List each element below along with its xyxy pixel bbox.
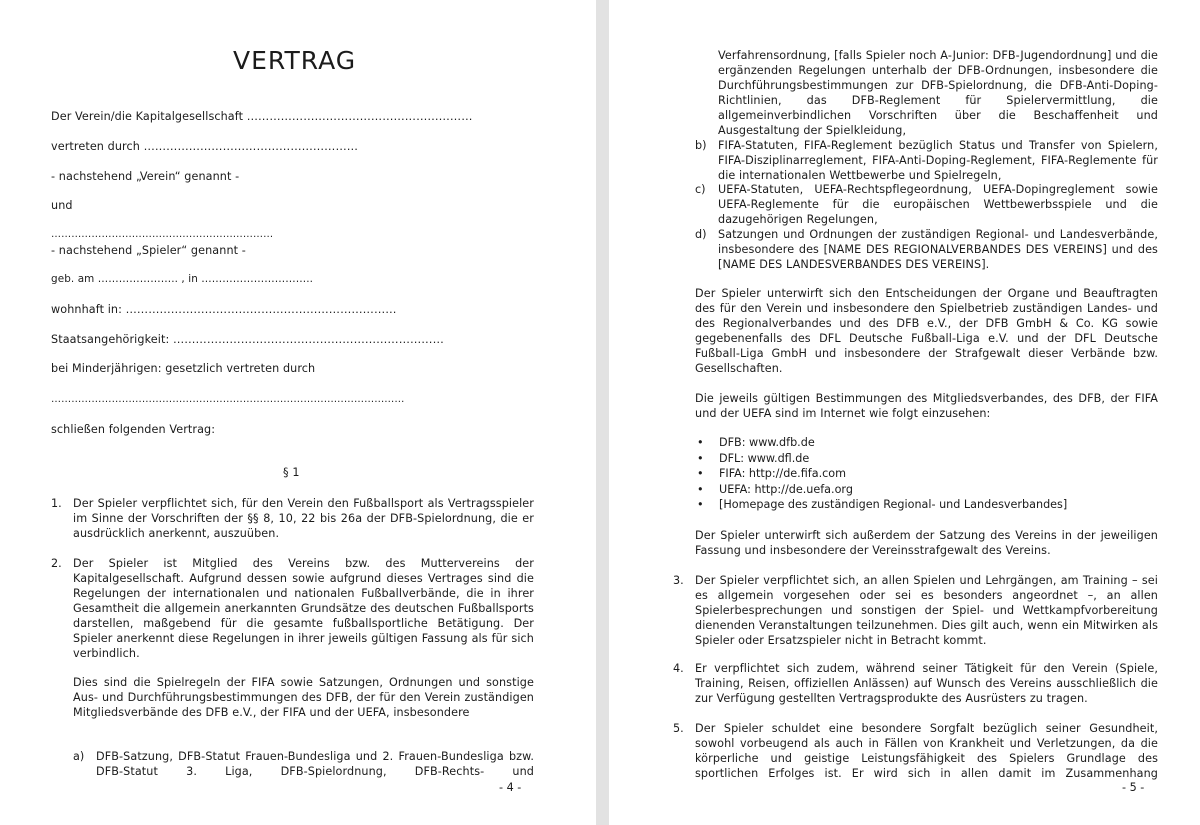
nationality-field: Staatsangehörigkeit: ……………………………………………………………… [51, 333, 444, 346]
links-list [697, 435, 1067, 513]
guardian-field: …………………………………………………………………………………………… [51, 394, 405, 405]
item-4-text: Er verpflichtet sich zudem, während seiner Tätigkeit für den Verein (Spiele, Training, Reisen, offiziellen Anlässen) auf Wunsch des Vereins ausschließlich die zur Verfügung gestellten Vertragsprodukte des Ausrüsters zu tragen. [695, 662, 1158, 705]
represented-by-field: vertreten durch ………………………………………………… [51, 140, 359, 153]
page-number-5: - 5 - [1122, 781, 1145, 794]
club-designation: - nachstehend „Verein“ genannt - [51, 170, 240, 183]
list-item: • UEFA: http://de.uefa.org [697, 482, 1067, 498]
document-title: VERTRAG [233, 46, 357, 75]
sub-b-text: FIFA-Statuten, FIFA-Reglement bezüglich Status und Transfer von Spielern, FIFA-Disziplinarreglement, FIFA-Anti-Doping-Reglement, FIFA-Reglemente für die internationalen Wettbewerbe und Spielregeln, [718, 139, 1158, 182]
player-name-field: ………………………………………………………… [51, 229, 274, 240]
item-1-text: Der Spieler verpflichtet sich, für den Verein den Fußballsport als Vertragsspieler im Sinne der Vorschriften der §§ 8, 10, 22 bis 26a der DFB-Spielordnung, die er ausdrücklich anerkennt, auszuüben. [73, 497, 534, 540]
list-item: • DFB: www.dfb.de [697, 435, 1067, 451]
item-1-number: 1. [51, 497, 62, 510]
sub-c-label: c) [695, 183, 706, 196]
sub-d-label: d) [695, 228, 707, 241]
sub-d-text: Satzungen und Ordnungen der zuständigen Regional- und Landesverbände, insbesondere des [NAME DES REGIONALVERBANDES DES VEREINS] und des [NAME DES LANDESVERBANDES DES VEREINS]. [718, 228, 1158, 271]
item-2-text: Der Spieler ist Mitglied des Vereins bzw. des Muttervereins der Kapitalgesellschaft. Aufgrund dessen sowie aufgrund dieses Vertrages sind die Regelungen der internationalen und nationalen Fußballverbände, die in ihrer Gesamtheit die allgemein anerkannten Grundsätze des deutschen Fußballsports darstellen, maßgebend für die gesamte fußballsportliche Betätigung. Der Spieler anerkennt diese Regelungen in ihrer jeweils gültigen Fassung als für sich verbindlich. [73, 557, 534, 660]
document-page-5 [609, 0, 1200, 825]
item-5-text: Der Spieler schuldet eine besondere Sorgfalt bezüglich seiner Gesundheit, sowohl vorbeugend als auch in Fällen von Krankheit und Verletzungen, da die körperliche und geistige Leistungsfähigkeit des Spielers Grundlage des sportlichen Erfolges ist. Er wird sich in allen damit im Zusammenhang [695, 722, 1158, 780]
sub-b-label: b) [695, 139, 707, 152]
sub-c-text: UEFA-Statuten, UEFA-Rechtspflegeordnung, UEFA-Dopingreglement sowie UEFA-Reglemente für die europäischen Wettbewerbsspiele und die dazugehörigen Regelungen, [718, 183, 1158, 226]
internet-paragraph: Die jeweils gültigen Bestimmungen des Mitgliedsverbandes, des DFB, der FIFA und der UEFA sind im Internet wie folgt einzusehen: [695, 392, 1158, 420]
sub-a-text: DFB-Satzung, DFB-Statut Frauen-Bundesliga und 2. Frauen-Bundesliga bzw. DFB-Statut 3. Liga, DFB-Spielordnung, DFB-Rechts- und [96, 750, 534, 778]
submission-paragraph: Der Spieler unterwirft sich den Entscheidungen der Organe und Beauftragten des für den Verein und insbesondere den Spielbetrieb zuständigen Landes- und des Regionalverbandes und des DFB e.V., der DFB GmbH & Co. KG sowie gegebenenfalls des DFL Deutsche Fußball-Liga e.V. und der DFL Deutsche Fußball-Liga GmbH und insbesondere der Strafgewalt dieser Verbände bzw. Gesellschaften. [695, 287, 1158, 375]
sub-a-continued: Verfahrensordnung, [falls Spieler noch A-Junior: DFB-Jugendordnung] und die ergänzenden Regelungen unterhalb der DFB-Ordnungen, insbesondere die Durchführungsbestimmungen zur DFB-Spielordnung, die DFB-Anti-Doping-Richtlinien, das DFB-Reglement für Spielervermittlung, die allgemeinverbindlichen Vorschriften über die Beschaffenheit und Ausgestaltung der Spielkleidung, [718, 49, 1158, 137]
page-number-4: - 4 - [499, 781, 522, 794]
item-2-number: 2. [51, 557, 62, 570]
page-gutter [596, 0, 609, 825]
birth-field: geb. am ………………….. , in ………………………….. [51, 273, 314, 285]
and-text: und [51, 199, 73, 212]
list-item: • DFL: www.dfl.de [697, 451, 1067, 467]
residence-field: wohnhaft in: ……………………………………………………………… [51, 303, 397, 316]
document-page-4 [0, 0, 596, 825]
club-field: Der Verein/die Kapitalgesellschaft …………………………………………………… [51, 110, 473, 123]
item-3-number: 3. [673, 574, 684, 587]
item-3-text: Der Spieler verpflichtet sich, an allen Spielen und Lehrgängen, am Training – sei es allgemein vorgesehen oder sei es besonders angeordnet –, an allen Spielerbesprechungen und sonstigen der Spiel- und Wettkampfvorbereitung dienenden Veranstaltungen teilzunehmen. Dies gilt auch, wenn ein Mitwirken als Spieler oder Ersatzspieler nicht in Betracht kommt. [695, 574, 1158, 647]
item-5-number: 5. [673, 722, 684, 735]
guardian-text: bei Minderjährigen: gesetzlich vertreten durch [51, 362, 316, 375]
item-4-number: 4. [673, 662, 684, 675]
list-item: • [Homepage des zuständigen Regional- und Landesverbandes] [697, 497, 1067, 513]
statute-paragraph: Der Spieler unterwirft sich außerdem der Satzung des Vereins in der jeweiligen Fassung und insbesondere der Vereinsstrafgewalt des Vereins. [695, 529, 1158, 557]
item-2-text-continued: Dies sind die Spielregeln der FIFA sowie Satzungen, Ordnungen und sonstige Aus- und Durchführungsbestimmungen des DFB, der für den Verein zuständigen Mitgliedsverbände des DFB e.V., der FIFA und der UEFA, insbesondere [73, 676, 534, 719]
agreement-intro: schließen folgenden Vertrag: [51, 423, 216, 436]
sub-a-label: a) [73, 750, 85, 763]
list-item: • FIFA: http://de.fifa.com [697, 466, 1067, 482]
section-heading: § 1 [283, 466, 300, 479]
player-designation: - nachstehend „Spieler“ genannt - [51, 244, 246, 257]
